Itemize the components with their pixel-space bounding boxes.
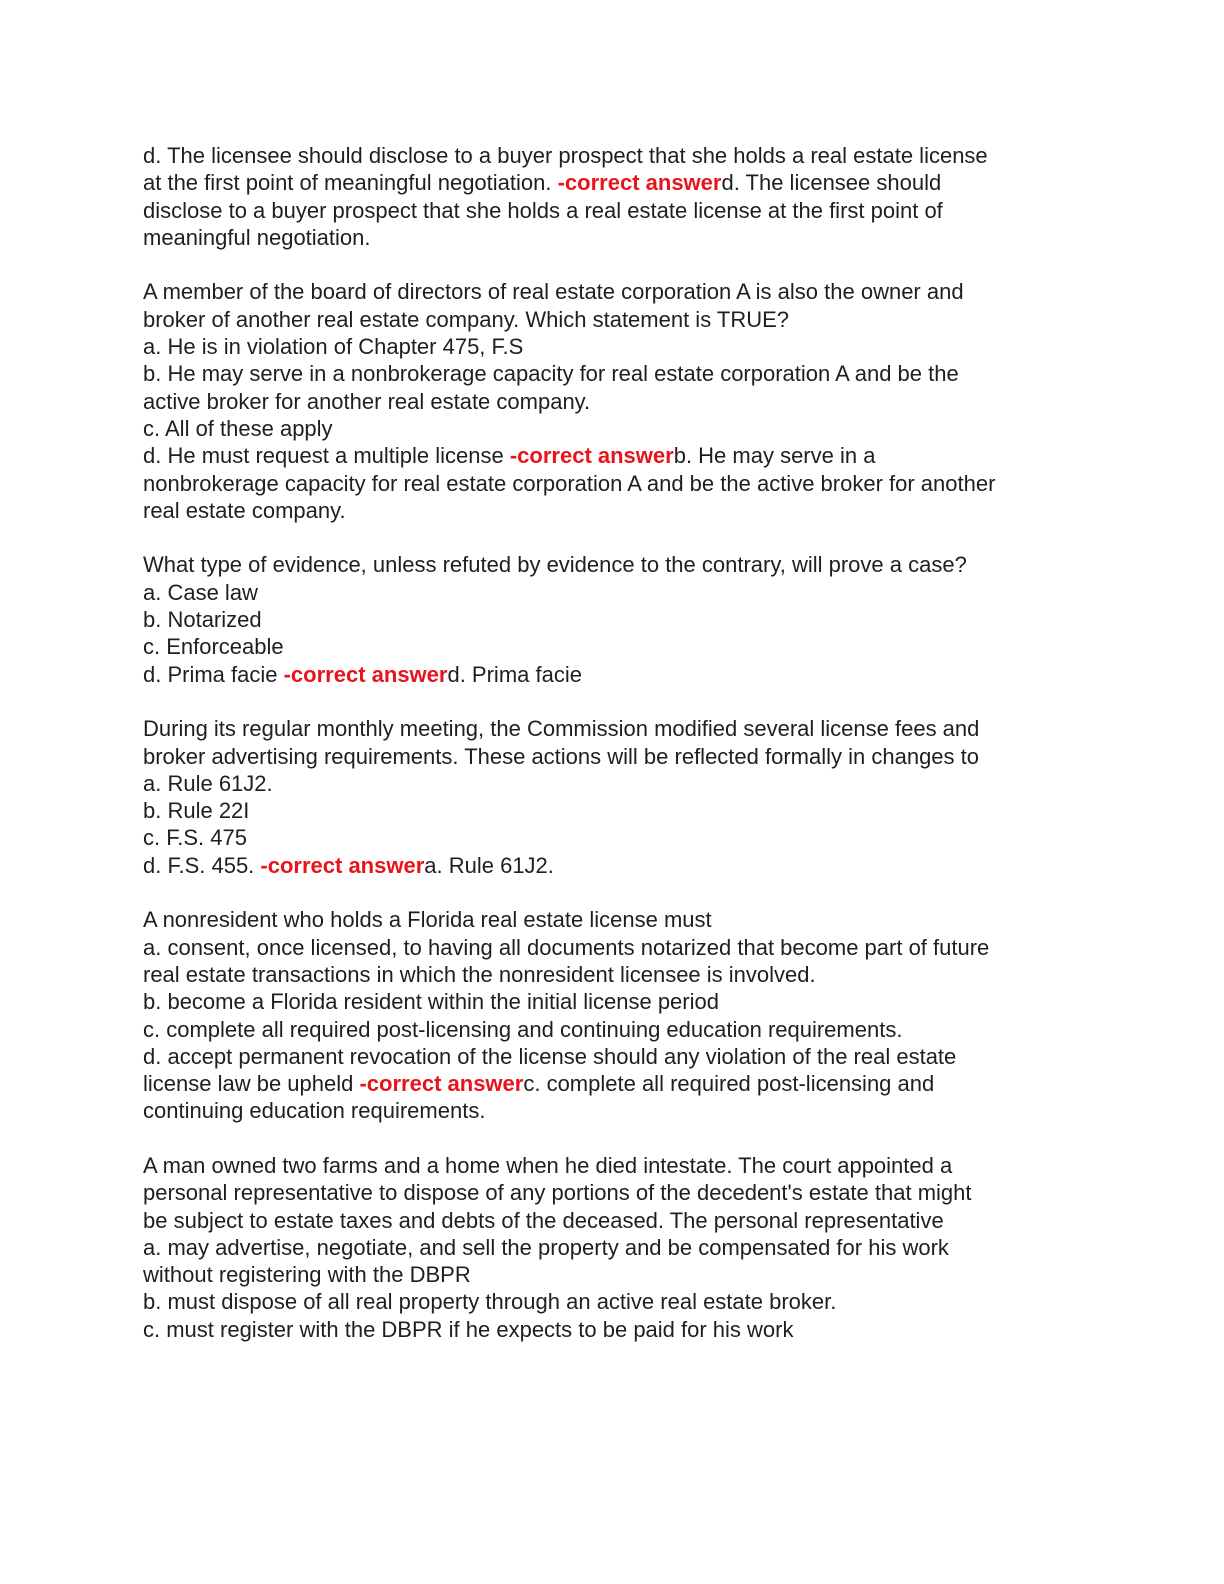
text-line: without registering with the DBPR — [143, 1262, 471, 1288]
question-block — [143, 715, 1083, 879]
line-prefix: d. F.S. 455. — [143, 852, 261, 878]
line-prefix: license law be upheld — [143, 1071, 360, 1097]
correct-answer-marker: -correct answer — [260, 852, 425, 878]
text-line: real estate company. — [143, 497, 346, 523]
text-line: c. complete all required post-licensing and continuing education requirements. — [143, 1016, 903, 1042]
correct-answer-marker: -correct answer — [557, 170, 722, 196]
text-line: personal representative to dispose of any portions of the decedent's estate that might — [143, 1180, 972, 1206]
text-line: a. may advertise, negotiate, and sell the property and be compensated for his work — [143, 1234, 949, 1260]
correct-answer-text: d. Prima facie — [447, 661, 582, 687]
document-page — [143, 142, 1083, 1370]
text-line: be subject to estate taxes and debts of the deceased. The personal representative — [143, 1207, 944, 1233]
text-line: b. He may serve in a nonbrokerage capacity for real estate corporation A and be the — [143, 361, 959, 387]
text-line: d. The licensee should disclose to a buyer prospect that she holds a real estate license — [143, 143, 988, 168]
line-prefix: d. He must request a multiple license — [143, 443, 510, 469]
correct-answer-text: c. complete all required post-licensing and — [523, 1071, 935, 1097]
text-line: a. Rule 61J2. — [143, 770, 273, 796]
text-line — [143, 169, 1083, 196]
text-line: a. Case law — [143, 579, 258, 605]
text-line — [143, 442, 1083, 469]
text-line: c. All of these apply — [143, 415, 333, 441]
correct-answer-text: a. Rule 61J2. — [424, 852, 554, 878]
text-line: A nonresident who holds a Florida real estate license must — [143, 907, 712, 933]
correct-answer-marker: -correct answer — [509, 443, 674, 469]
line-prefix: at the first point of meaningful negotiation. — [143, 170, 558, 196]
correct-answer-marker: -correct answer — [283, 661, 448, 687]
question-block — [143, 278, 1083, 524]
text-line: b. Notarized — [143, 607, 262, 633]
question-block — [143, 1152, 1083, 1343]
question-block — [143, 551, 1083, 687]
text-line — [143, 1070, 1083, 1097]
text-line: real estate transactions in which the nonresident licensee is involved. — [143, 961, 816, 987]
text-line: continuing education requirements. — [143, 1098, 486, 1124]
text-line: During its regular monthly meeting, the Commission modified several license fees and — [143, 716, 980, 742]
text-line: c. F.S. 475 — [143, 825, 247, 851]
text-line: c. Enforceable — [143, 634, 284, 660]
text-line: What type of evidence, unless refuted by evidence to the contrary, will prove a case? — [143, 552, 967, 578]
text-line — [143, 852, 1083, 879]
line-prefix: d. Prima facie — [143, 661, 284, 687]
text-line: nonbrokerage capacity for real estate corporation A and be the active broker for another — [143, 470, 996, 496]
text-line: d. accept permanent revocation of the license should any violation of the real estate — [143, 1043, 957, 1069]
text-line — [143, 661, 1083, 688]
text-line: b. become a Florida resident within the initial license period — [143, 989, 719, 1015]
question-block — [143, 142, 1083, 251]
text-line: b. Rule 22I — [143, 798, 250, 824]
text-line: disclose to a buyer prospect that she holds a real estate license at the first point of — [143, 197, 943, 223]
text-line: A member of the board of directors of real estate corporation A is also the owner and — [143, 279, 964, 305]
text-line: b. must dispose of all real property through an active real estate broker. — [143, 1289, 837, 1315]
correct-answer-marker: -correct answer — [359, 1071, 524, 1097]
text-line: a. consent, once licensed, to having all documents notarized that become part of future — [143, 934, 990, 960]
text-line: broker of another real estate company. Which statement is TRUE? — [143, 306, 790, 332]
text-line: active broker for another real estate company. — [143, 388, 591, 414]
correct-answer-text: d. The licensee should — [721, 170, 942, 196]
text-line: meaningful negotiation. — [143, 224, 371, 250]
text-line: broker advertising requirements. These actions will be reflected formally in changes to — [143, 743, 979, 769]
correct-answer-text: b. He may serve in a — [673, 443, 876, 469]
text-line: a. He is in violation of Chapter 475, F.S — [143, 334, 524, 360]
text-line: A man owned two farms and a home when he died intestate. The court appointed a — [143, 1152, 953, 1178]
question-block — [143, 906, 1083, 1124]
text-line: c. must register with the DBPR if he expects to be paid for his work — [143, 1316, 794, 1342]
